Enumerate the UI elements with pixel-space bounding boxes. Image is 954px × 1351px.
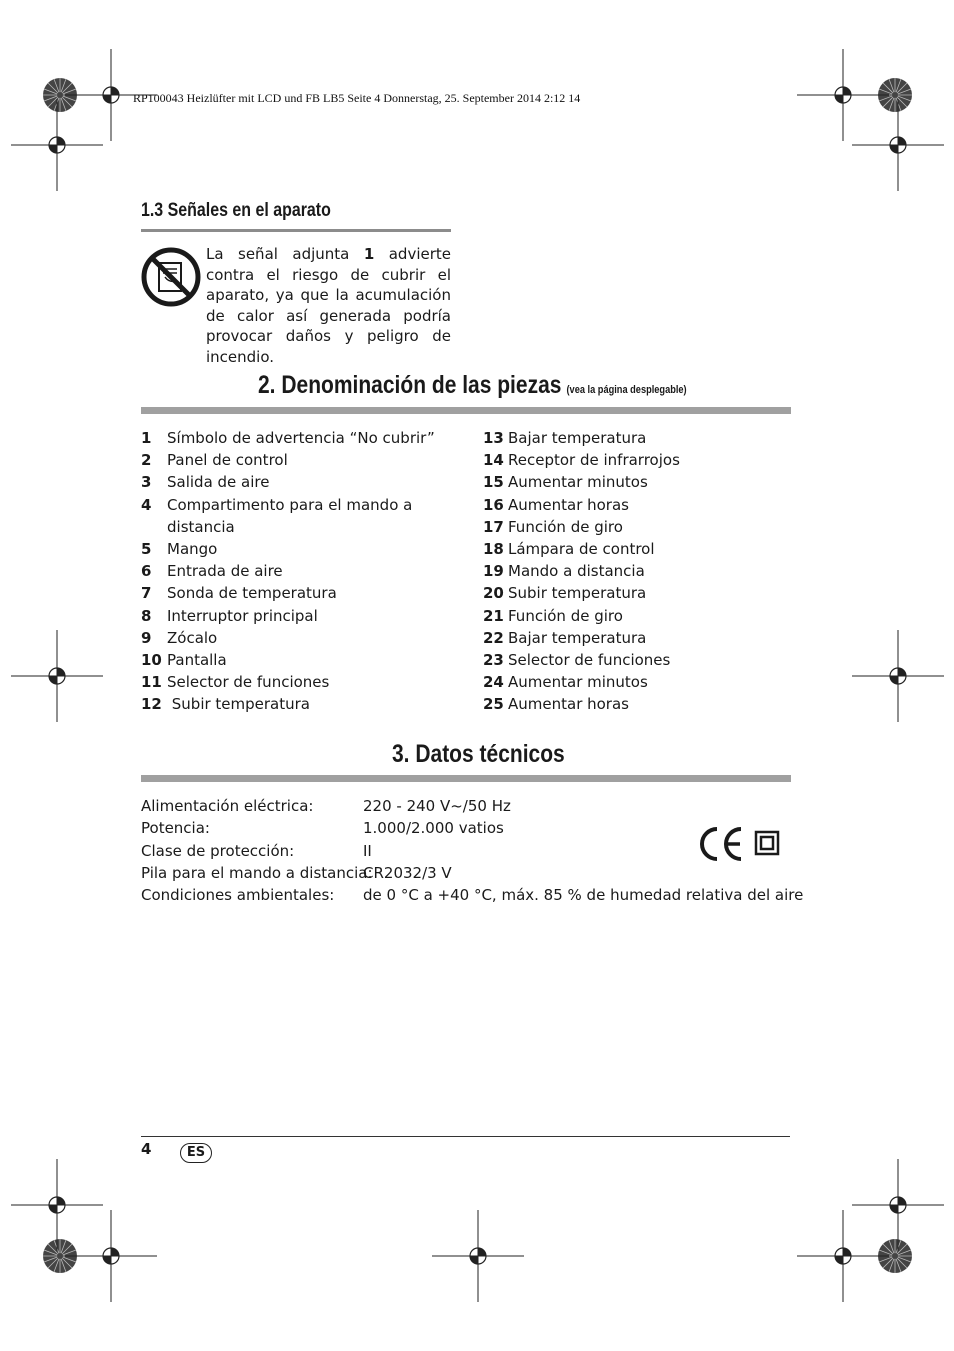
list-item: 1 Símbolo de advertencia “No cubrir” [141, 429, 435, 447]
print-header: RP100043 Heizlüfter mit LCD und FB LB5 Seite 4 Donnerstag, 25. September 2014 2:12 14 [133, 91, 581, 105]
list-item: 23 Selector de funciones [483, 651, 671, 670]
warning-paragraph: La señal adjunta 1 advierte contra el riesgo de cubrir el aparato, ya que la acumulación de calor así generada podría provocar daños y peligro de incendio. [206, 245, 451, 366]
list-item: 6 Entrada de aire [141, 562, 283, 581]
list-item: 12 Subir temperatura [141, 695, 310, 714]
list-item: 7 Sonda de temperatura [141, 584, 337, 603]
list-item: 5 Mango [141, 540, 218, 559]
no-cover-warning-icon [141, 247, 201, 307]
list-item: 21 Función de giro [483, 606, 623, 625]
section-3-title: 3. Datos técnicos [392, 740, 565, 768]
page-number: 4 [141, 1140, 152, 1158]
section-2-title: 2. Denominación de las piezas (vea la página desplegable) [258, 371, 687, 399]
list-item: 8 Interruptor principal [141, 606, 318, 625]
list-item: 17 Función de giro [483, 517, 623, 536]
list-item: 11 Selector de funciones [141, 673, 330, 692]
list-item: 20 Subir temperatura [483, 584, 647, 603]
footer-rule [141, 1136, 790, 1137]
list-item: 3 Salida de aire [141, 473, 270, 492]
parts-list-left [141, 427, 441, 716]
section-3-rule [141, 775, 791, 782]
ce-class-ii-icon [700, 826, 782, 862]
spec-row: Potencia: 1.000/2.000 vatios [141, 819, 504, 838]
list-item: 25 Aumentar horas [483, 695, 629, 714]
warning-ref-number: 1 [363, 245, 375, 263]
spec-row: Alimentación eléctrica: 220 - 240 V~/50 Hz [141, 797, 511, 815]
spec-row: Pila para el mando a distancia: CR2032/3 V [141, 863, 452, 882]
list-item: 13 Bajar temperatura [483, 429, 647, 447]
list-item: 16 Aumentar horas [483, 495, 629, 514]
spec-row: Clase de protección: II [141, 841, 372, 860]
section-1-3-title: 1.3 Señales en el aparato [141, 200, 331, 221]
list-item: 10 Pantalla [141, 651, 227, 670]
list-item: 19 Mando a distancia [483, 562, 645, 581]
section-2-rule [141, 407, 791, 414]
list-item: 24 Aumentar minutos [483, 673, 648, 692]
spec-row: Condiciones ambientales: de 0 °C a +40 °C, máx. 85 % de humedad relativa del aire [141, 886, 804, 905]
list-item: 22 Bajar temperatura [483, 628, 647, 647]
list-item: 18 Lámpara de control [483, 540, 655, 559]
list-item: 4 Compartimento para el mando a distancia [141, 495, 413, 536]
list-item: 14 Receptor de infrarrojos [483, 451, 680, 470]
parts-list-right [483, 427, 783, 716]
section-2-subtitle: (vea la página desplegable) [566, 384, 687, 396]
language-badge: ES [180, 1143, 212, 1163]
list-item: 2 Panel de control [141, 451, 288, 470]
list-item: 9 Zócalo [141, 628, 218, 647]
list-item: 15 Aumentar minutos [483, 473, 648, 492]
section-1-3-rule [141, 229, 451, 232]
